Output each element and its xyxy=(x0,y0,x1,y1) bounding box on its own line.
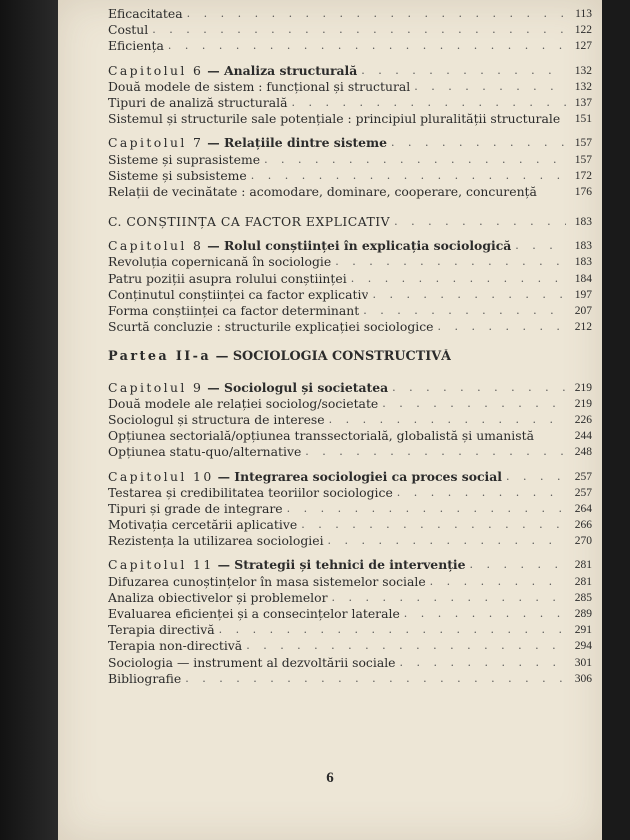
toc-entry: Testarea și credibilitatea teoriilor sociologice . . . 257 xyxy=(108,485,592,501)
toc-entry: Sociologia — instrument al dezvoltării sociale . . . 301 xyxy=(108,655,592,671)
toc-entry: Eficacitatea . . . 113 xyxy=(108,6,592,22)
toc-entry: Sisteme și subsisteme . . . 172 xyxy=(108,168,592,184)
toc-entry: Sistemul și structurile sale potențiale : principiul pluralității structurale 151 xyxy=(108,111,592,127)
book-page xyxy=(58,0,602,840)
toc-entry: Relații de vecinătate : acomodare, dominare, cooperare, concurență 176 xyxy=(108,183,592,199)
toc-entry: Rezistența la utilizarea sociologiei . . . 270 xyxy=(108,533,592,549)
toc-entry: Conținutul conștiinței ca factor explicativ . . . 197 xyxy=(108,287,592,303)
toc-entry: Două modele ale relației sociolog/societate . . . 219 xyxy=(108,396,592,412)
toc-entry: Analiza obiectivelor și problemelor . . . 285 xyxy=(108,590,592,606)
toc-entry: Evaluarea eficienței și a consecințelor laterale . . . 289 xyxy=(108,606,592,622)
chapter-heading: Capitolul 10 — Integrarea sociologiei ca proces social . . . 257 xyxy=(108,469,592,485)
toc-entry: Terapia directivă . . . 291 xyxy=(108,622,592,638)
toc-entry: Eficiența . . . 127 xyxy=(108,38,592,54)
toc-entry: Opțiunea sectorială/opțiunea transsectorială, globalistă și umanistă 244 xyxy=(108,428,592,444)
toc-entry: Revoluția copernicană în sociologie . . . 183 xyxy=(108,254,592,270)
chapter-heading: Capitolul 6 — Analiza structurală . . . 132 xyxy=(108,63,592,79)
toc-entry: Motivația cercetării aplicative . . . 266 xyxy=(108,517,592,533)
chapter-heading: Capitolul 8 — Rolul conștiinței în explicația sociologică . . . 183 xyxy=(108,238,592,254)
toc-entry: Două modele de sistem : funcțional și structural . . . 132 xyxy=(108,79,592,95)
chapter-heading: Capitolul 11 — Strategii și tehnici de intervenție . . . 281 xyxy=(108,557,592,573)
toc-entry: Difuzarea cunoștințelor în masa sistemelor sociale . . . 281 xyxy=(108,574,592,590)
toc-entry: Sisteme și suprasisteme . . . 157 xyxy=(108,152,592,168)
book-edge xyxy=(0,0,58,840)
toc-entry: Terapia non-directivă . . . 294 xyxy=(108,638,592,654)
chapter-heading: Capitolul 7 — Relațiile dintre sisteme . . . 157 xyxy=(108,135,592,151)
toc-entry: Bibliografie . . . 306 xyxy=(108,671,592,687)
toc-entry: Tipuri și grade de integrare . . . 264 xyxy=(108,501,592,517)
table-of-contents xyxy=(108,6,592,687)
page-number: 6 xyxy=(326,770,334,786)
toc-entry: Tipuri de analiză structurală . . . 137 xyxy=(108,95,592,111)
toc-entry: Forma conștiinței ca factor determinant . . . 207 xyxy=(108,303,592,319)
toc-entry: Sociologul și structura de interese . . . 226 xyxy=(108,412,592,428)
chapter-heading: Capitolul 9 — Sociologul și societatea . . . 219 xyxy=(108,380,592,396)
toc-entry: Patru poziții asupra rolului conștiinței . . . 184 xyxy=(108,271,592,287)
part-heading: Partea II-a — SOCIOLOGIA CONSTRUCTIVĂ xyxy=(108,349,452,365)
section-heading: C. CONȘTIINȚA CA FACTOR EXPLICATIV . . . 183 xyxy=(108,214,592,230)
toc-entry: Scurtă concluzie : structurile explicației sociologice . . . 212 xyxy=(108,319,592,335)
toc-entry: Opțiunea statu-quo/alternative . . . 248 xyxy=(108,444,592,460)
toc-entry: Costul . . . 122 xyxy=(108,22,592,38)
